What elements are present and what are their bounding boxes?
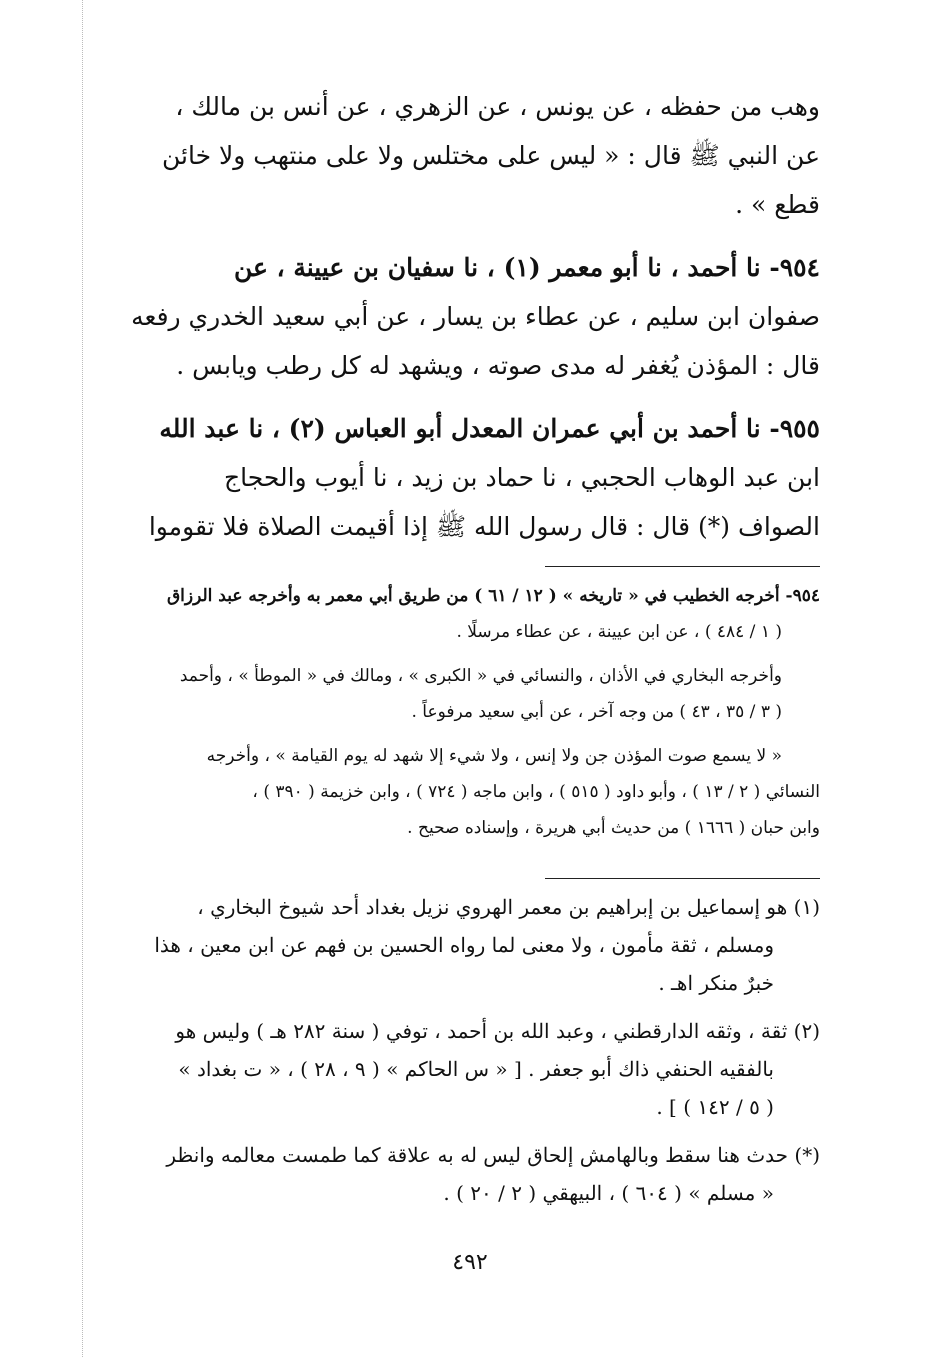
takhrij-notes <box>100 578 820 854</box>
note-line: ٩٥٤- أخرجه الخطيب في « تاريخه » ( ١٢ / ٦١ ) من طريق أبي معمر به وأخرجه عبد الرزاق <box>166 586 820 606</box>
footnote-line: ( ٥ / ١٤٢ ) ] . <box>656 1095 774 1119</box>
page-number: ٤٩٢ <box>452 1250 488 1275</box>
footnote-line: بالفقيه الحنفي ذاك أبو جعفر . [ « س الحاكم » ( ٩ ، ٢٨ ) ، « ت بغداد » <box>178 1057 774 1081</box>
footnote-line: ومسلم ، ثقة مأمون ، ولا معنى لما رواه الحسين بن فهم عن ابن معين ، هذا <box>154 933 774 957</box>
text-line: ابن عبد الوهاب الحجبي ، نا حماد بن زيد ، نا أيوب والحجاج <box>223 463 820 492</box>
note-line: وأخرجه البخاري في الأذان ، والنسائي في « الكبرى » ، ومالك في « الموطأ » ، وأحمد <box>179 666 782 686</box>
note-line: ( ٣ / ٣٥ ، ٤٣ ) من وجه آخر ، عن أبي سعيد مرفوعاً . <box>411 702 782 722</box>
footnote-2 <box>100 1012 820 1126</box>
text-line: ٩٥٥- نا أحمد بن أبي عمران المعدل أبو العباس (٢) ، نا عبد الله <box>159 414 820 443</box>
separator-rule <box>545 566 820 567</box>
note-line: « لا يسمع صوت المؤذن جن ولا إنس ، ولا شيء إلا شهد له يوم القيامة » ، وأخرجه <box>206 746 782 766</box>
text-line: الصواف (*) قال : قال رسول الله ﷺ إذا أقيمت الصلاة فلا تقوموا <box>148 512 820 541</box>
text-line: عن النبي ﷺ قال : « ليس على مختلس ولا على منتهب ولا خائن <box>162 141 820 170</box>
separator-rule <box>545 878 820 879</box>
footnote-line: (١) هو إسماعيل بن إبراهيم بن معمر الهروي نزيل بغداد أحد شيوخ البخاري ، <box>197 895 820 919</box>
takhrij-note <box>100 658 820 730</box>
scan-edge-mark <box>82 0 84 1357</box>
footnotes <box>100 888 820 1222</box>
footnote-line: خبرٌ منكر اهـ . <box>658 971 774 995</box>
note-line: وابن حبان ( ١٦٦٦ ) من حديث أبي هريرة ، وإسناده صحيح . <box>407 818 820 838</box>
footnote-line: (*) حدث هنا سقط وبالهامش إلحاق ليس له به علاقة كما طمست معالمه وانظر <box>166 1143 820 1167</box>
text-line: صفوان ابن سليم ، عن عطاء بن يسار ، عن أبي سعيد الخدري رفعه <box>131 302 820 331</box>
takhrij-note <box>100 578 820 650</box>
takhrij-note <box>100 738 820 846</box>
note-line: النسائي ( ٢ / ١٣ ) ، وأبو داود ( ٥١٥ ) ، وابن ماجه ( ٧٢٤ ) ، وابن خزيمة ( ٣٩٠ ) ، <box>252 782 820 802</box>
footnote-line: (٢) ثقة ، وثقه الدارقطني ، وعبد الله بن أحمد ، توفي ( سنة ٢٨٢ هـ ) وليس هو <box>175 1019 820 1043</box>
hadith-954 <box>100 243 820 390</box>
text-line: ٩٥٤- نا أحمد ، نا أبو معمر (١) ، نا سفيان بن عيينة ، عن <box>233 253 820 282</box>
footnote-line: « مسلم » ( ٦٠٤ ) ، البيهقي ( ٢ / ٢٠ ) . <box>443 1181 774 1205</box>
paragraph-continuation <box>100 82 820 229</box>
text-line: قال : المؤذن يُغفر له مدى صوته ، ويشهد له كل رطب ويابس . <box>176 351 820 380</box>
footnote-1 <box>100 888 820 1002</box>
hadith-955 <box>100 404 820 551</box>
text-line: قطع » . <box>735 190 820 219</box>
note-line: ( ١ / ٤٨٤ ) ، عن ابن عيينة ، عن عطاء مرسلًا . <box>456 622 782 642</box>
text-line: وهب من حفظه ، عن يونس ، عن الزهري ، عن أنس بن مالك ، <box>175 92 820 121</box>
footnote-star <box>100 1136 820 1212</box>
main-text <box>100 82 820 551</box>
